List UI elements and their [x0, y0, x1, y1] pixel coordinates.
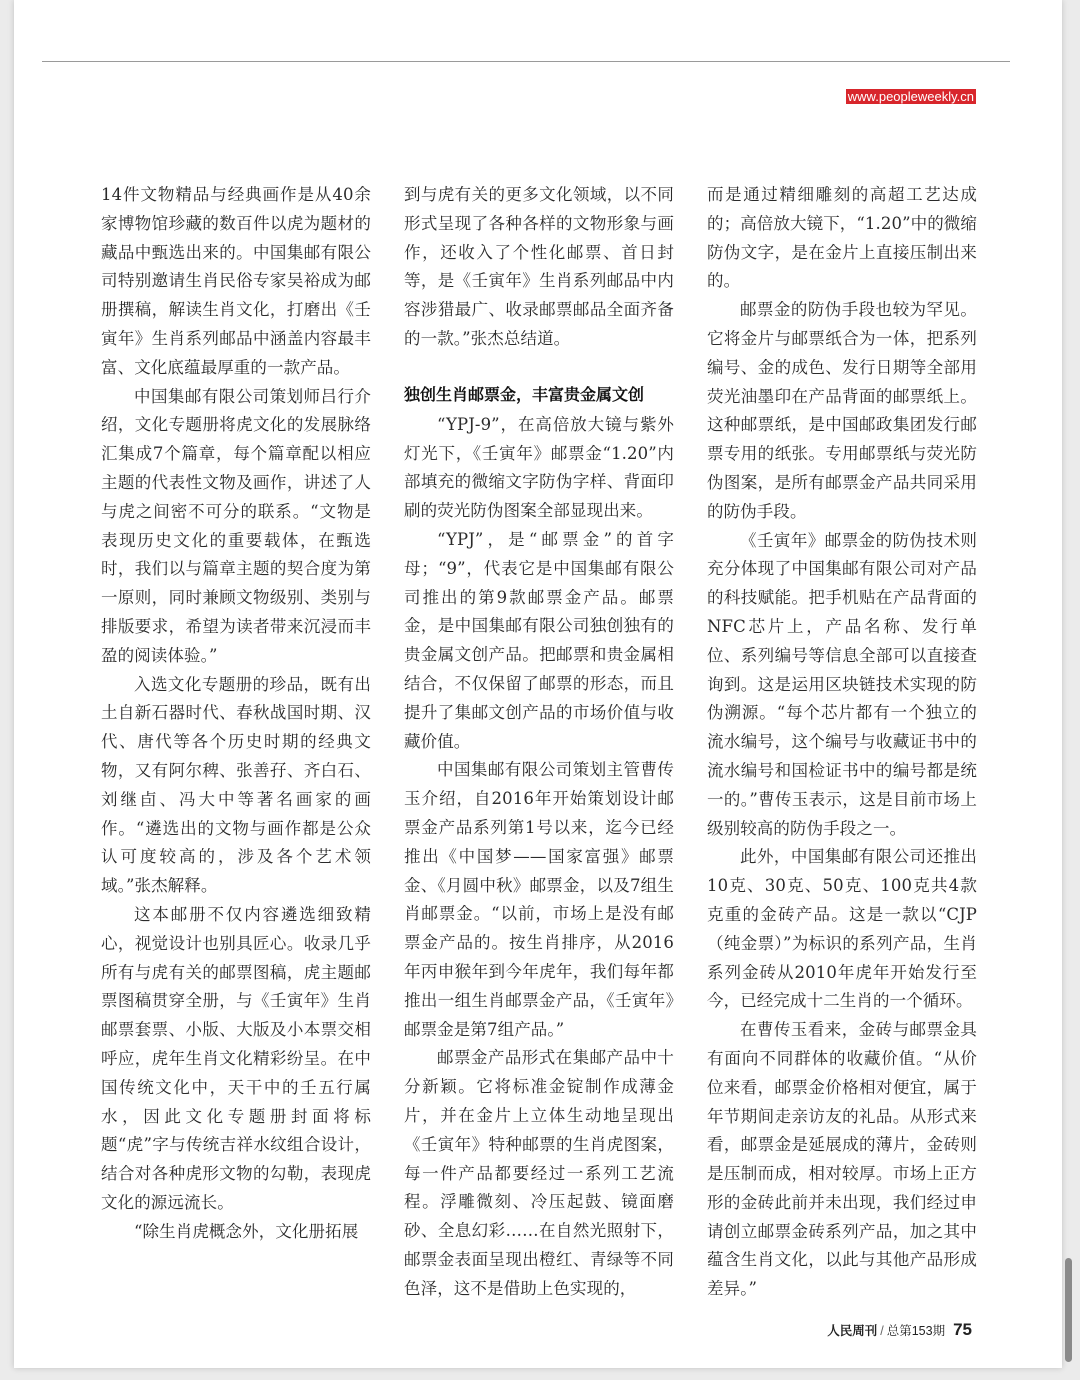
article-paragraph: “除生肖虎概念外，文化册拓展 — [134, 1221, 359, 1241]
article-paragraph: 邮票金的防伪手段也较为罕见。它将金片与邮票纸合为一体，把系列编号、金的成色、发行日期等全部用荧光油墨印在产品背面的邮票纸上。这种邮票纸，是中国邮政集团发行邮票专用的纸张。专用邮票纸与荧光防伪图案，是所有邮票金产品共同采用的防伪手段。 — [707, 300, 977, 521]
article-paragraph: “YPJ-9”，在高倍放大镜与紫外灯光下，《壬寅年》邮票金“1.20”内部填充的微缩文字防伪字样、背面印刷的荧光防伪图案全部显现出来。 — [404, 414, 674, 521]
article-paragraph: 14件文物精品与经典画作是从40余家博物馆珍藏的数百件以虎为题材的藏品中甄选出来的。中国集邮有限公司特别邀请生肖民俗专家吴裕成为邮册撰稿，解读生肖文化，打磨出《壬寅年》生肖系列邮品中涵盖内容最丰富、文化底蕴最厚重的一款产品。 — [101, 185, 371, 377]
footer-issue-number: 总第153期 — [886, 1324, 946, 1338]
scrollbar-thumb[interactable] — [1065, 1258, 1072, 1362]
footer-magazine-name: 人民周刊 — [827, 1324, 878, 1338]
magazine-page — [14, 0, 1062, 1368]
column-1 — [101, 181, 371, 1246]
section-heading: 独创生肖邮票金，丰富贵金属文创 — [404, 384, 645, 404]
page-footer — [827, 1320, 972, 1340]
footer-separator: / — [880, 1324, 884, 1338]
article-paragraph: 而是通过精细雕刻的高超工艺达成的；高倍放大镜下，“1.20”中的微缩防伪文字，是在金片上直接压制出来的。 — [707, 185, 978, 291]
column-2 — [404, 181, 674, 1303]
website-url-tag: www.peopleweekly.cn — [847, 89, 974, 104]
article-paragraph: 此外，中国集邮有限公司还推出10克、30克、50克、100克共4款克重的金砖产品。这是一款以“CJP（纯金票）”为标识的系列产品，生肖系列金砖从2010年虎年开始发行至今，已经完成十二生肖的一个循环。 — [707, 847, 977, 1011]
article-paragraph: “YPJ”，是“邮票金”的首字母；“9”，代表它是中国集邮有限公司推出的第9款邮票金产品。邮票金，是中国集邮有限公司独创独有的贵金属文创产品。把邮票和贵金属相结合，不仅保留了邮票的形态，而且提升了集邮文创产品的市场价值与收藏价值。 — [404, 529, 674, 751]
article-paragraph: 入选文化专题册的珍品，既有出土自新石器时代、春秋战国时期、汉代、唐代等各个历史时期的经典文物，又有阿尔稗、张善孖、齐白石、刘继卣、冯大中等著名画家的画作。“遴选出的文物与画作都是公众认可度较高的，涉及各个艺术领域。”张杰解释。 — [101, 674, 371, 896]
article-paragraph: 到与虎有关的更多文化领域，以不同形式呈现了各种各样的文物形象与画作，还收入了个性化邮票、首日封等，是《壬寅年》生肖系列邮品中内容涉猎最广、收录邮票邮品全面齐备的一款。”张杰总结道。 — [404, 185, 674, 348]
page-number: 75 — [953, 1320, 972, 1339]
header-rule — [42, 61, 1010, 62]
article-paragraph: 《壬寅年》邮票金的防伪技术则充分体现了中国集邮有限公司对产品的科技赋能。把手机贴在产品背面的NFC芯片上，产品名称、发行单位、系列编号等信息全部可以直接查询到。这是运用区块链技术实现的防伪溯源。“每个芯片都有一个独立的流水编号，这个编号与收藏证书中的流水编号和国检证书中的编号都是统一的。”曹传玉表示，这是目前市场上级别较高的防伪手段之一。 — [707, 530, 977, 838]
article-paragraph: 中国集邮有限公司策划师吕行介绍，文化专题册将虎文化的发展脉络汇集成7个篇章，每个篇章配以相应主题的代表性文物及画作，讲述了人与虎之间密不可分的联系。“文物是表现历史文化的重要载体，在甄选时，我们以与篇章主题的契合度为第一原则，同时兼顾文物级别、类别与排版要求，希望为读者带来沉浸而丰盈的阅读体验。” — [101, 386, 371, 665]
column-3 — [707, 181, 977, 1304]
article-paragraph: 中国集邮有限公司策划主管曹传玉介绍，自2016年开始策划设计邮票金产品系列第1号以来，迄今已经推出《中国梦——国家富强》邮票金、《月圆中秋》邮票金，以及7组生肖邮票金。“以前，市场上是没有邮票金产品的。按生肖排序，从2016年丙申猴年到今年虎年，我们每年都推出一组生肖邮票金产品，《壬寅年》邮票金是第7组产品。” — [404, 760, 674, 1039]
article-paragraph: 在曹传玉看来，金砖与邮票金具有面向不同群体的收藏价值。“从价位来看，邮票金价格相对便宜，属于年节期间走亲访友的礼品。从形式来看，邮票金是延展成的薄片，金砖则是压制而成，相对较厚。市场上正方形的金砖此前并未出现，我们经过申请创立邮票金砖系列产品，加之其中蕴含生肖文化，以此与其他产品形成差异。” — [707, 1020, 977, 1299]
article-paragraph: 这本邮册不仅内容遴选细致精心，视觉设计也别具匠心。收录几乎所有与虎有关的邮票图稿，虎主题邮票图稿贯穿全册，与《壬寅年》生肖邮票套票、小版、大版及小本票交相呼应，虎年生肖文化精彩纷呈。在中国传统文化中，天干中的壬五行属水，因此文化专题册封面将标题“虎”字与传统吉祥水纹组合设计，结合对各种虎形文物的勾勒，表现虎文化的源远流长。 — [101, 904, 371, 1212]
article-paragraph: 邮票金产品形式在集邮产品中十分新颖。它将标准金锭制作成薄金片，并在金片上立体生动地呈现出《壬寅年》特种邮票的生肖虎图案，每一件产品都要经过一系列工艺流程。浮雕微刻、冷压起鼓、镜面磨砂、全息幻彩……在自然光照射下，邮票金表面呈现出橙红、青绿等不同色泽，这不是借助上色实现的， — [404, 1048, 674, 1298]
